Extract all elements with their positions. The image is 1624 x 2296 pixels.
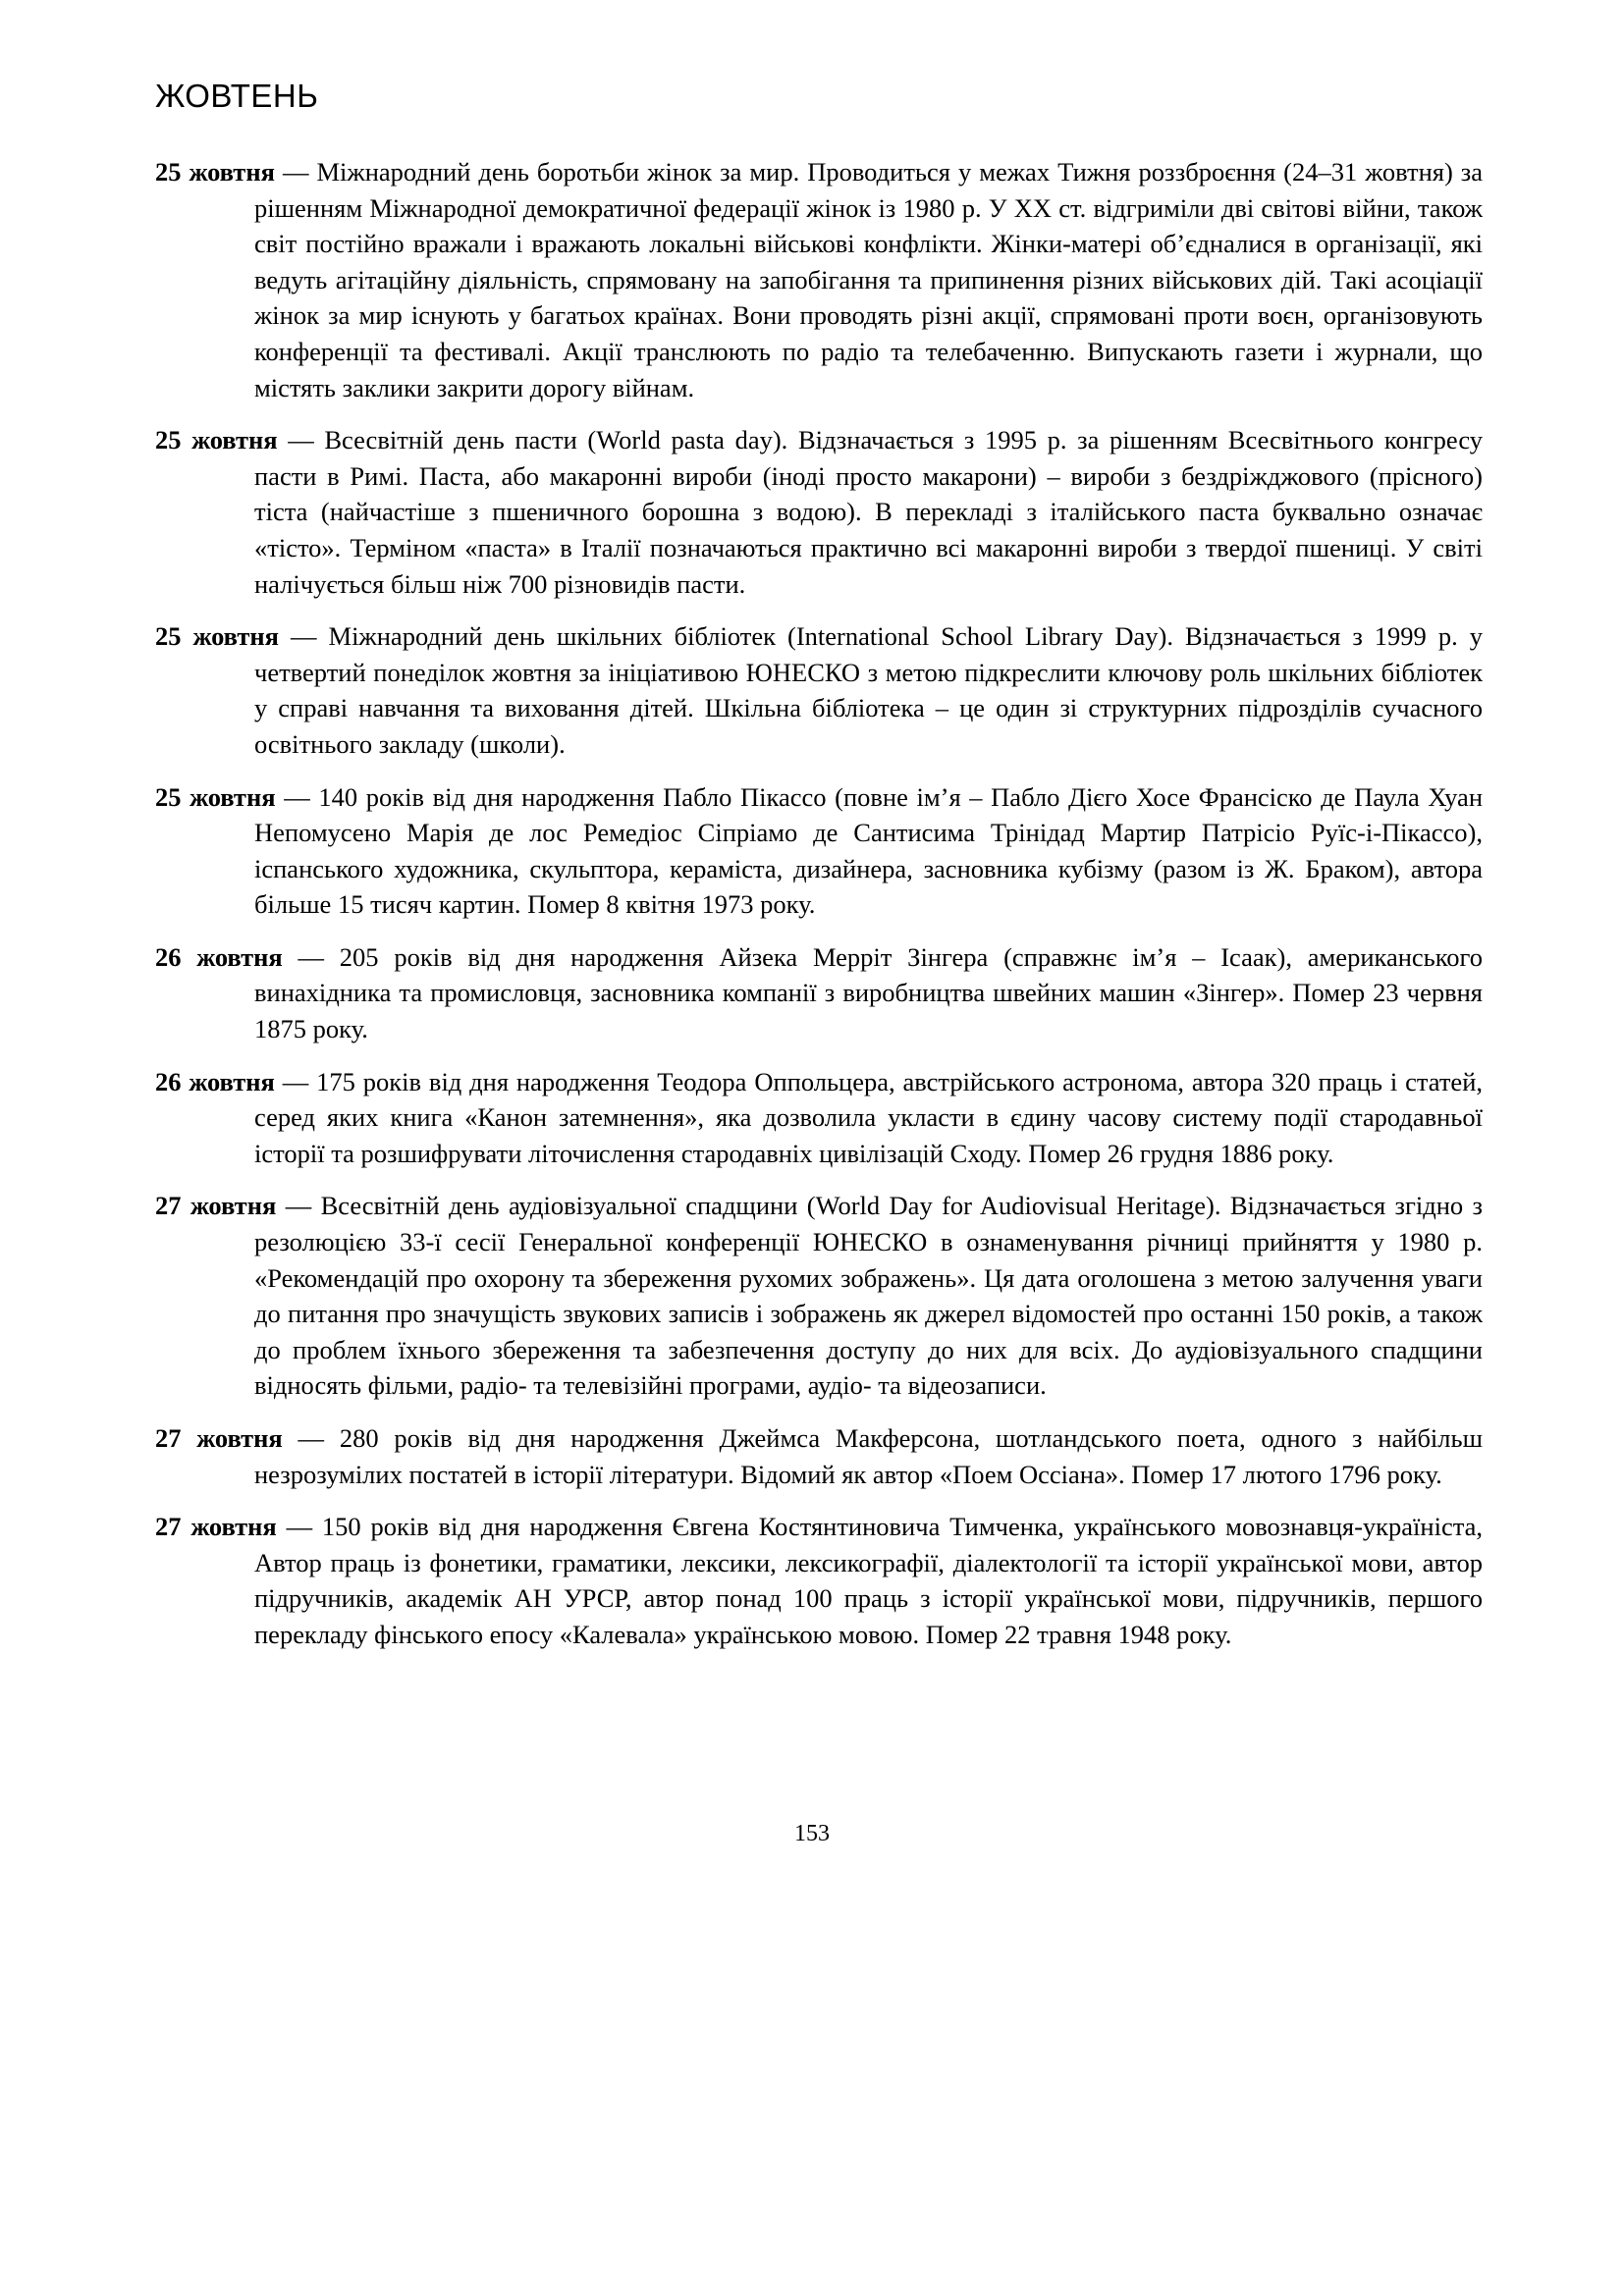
calendar-entry (155, 1509, 1483, 1652)
entry-text: — Міжнародний день боротьби жінок за мир. Проводиться у межах Тижня роззброєння (24–31 жовтня) за рішенням Міжнародної демократичної федерації жінок із 1980 р. У ХХ ст. відгриміли дві світові війни, також світ постійно вражали і вражають локальні військові конфлікти. Жінки-матері об’єдналися в організації, які ведуть агітаційну діяльність, спрямовану на запобігання та припинення різних військових дій. Такі асоціації жінок за мир існують у багатьох країнах. Вони проводять різні акції, спрямовані проти воєн, організовують конференції та фестивалі. Акції транслюють по радіо та телебаченню. Випускають газети і журнали, що містять заклики закрити дорогу війнам. (254, 157, 1484, 402)
entry-date: 25 жовтня (155, 621, 279, 652)
entry-text: — 175 років від дня народження Теодора Оппольцера, австрійського астронома, автора 320 праць і статей, серед яких книга «Канон затемнення», яка дозволила укласти в єдину часову систему події стародавньої історії та розшифрувати літочислення стародавніх цивілізацій Сходу. Помер 26 грудня 1886 року. (254, 1066, 1483, 1168)
calendar-entry (155, 422, 1483, 602)
entry-text: — 205 років від дня народження Айзека Мерріт Зінгера (справжнє ім’я – Ісаак), американського винахідника та промисловця, засновника компанії з виробництва швейних машин «Зінгер». Помер 23 червня 1875 року. (254, 941, 1484, 1044)
entry-date: 26 жовтня (155, 941, 283, 972)
entry-text: — Міжнародний день шкільних бібліотек (International School Library Day). Відзначається з 1999 р. у четвертий понеділок жовтня за ініціативою ЮНЕСКО з метою підкреслити ключову роль шкільних бібліотек у справі навчання та виховання дітей. Шкільна бібліотека – це один зі структурних підрозділів сучасного освітнього закладу (школи). (254, 621, 1483, 759)
entry-date: 27 жовтня (155, 1423, 283, 1453)
entry-text: — 140 років від дня народження Пабло Пікассо (повне ім’я – Пабло Дієго Хосе Франсіско де Паула Хуан Непомусено Марія де лос Ремедіос Сіпріамо де Сантисима Трінідад Мартир Патрісіо Руїс-і-Пікассо), іспанського художника, скульптора, кераміста, дизайнера, засновника кубізму (разом із Ж. Браком), автора більше 15 тисяч картин. Помер 8 квітня 1973 року. (254, 781, 1483, 920)
entry-date: 25 жовтня (155, 781, 276, 812)
entry-text: — Всесвітній день пасти (World pasta day). Відзначається з 1995 р. за рішенням Всесвітнього конгресу пасти в Римі. Паста, або макаронні вироби (іноді просто макарони) – вироби з бездріжджового (прісного) тіста (найчастіше з пшеничного борошна з водою). В перекладі з італійського паста буквально означає «тісто». Терміном «паста» в Італії позначаються практично всі макаронні вироби з твердої пшениці. У світі налічується більш ніж 700 різновидів пасти. (254, 425, 1483, 599)
entry-date: 27 жовтня (155, 1191, 277, 1221)
entry-text: — 150 років від дня народження Євгена Костянтиновича Тимченка, українського мовознавця-україніста, Автор праць із фонетики, граматики, лексики, лексикографії, діалектології та історії української мови, автор підручників, академік АН УРСР, автор понад 100 праць з історії української мови, підручників, першого перекладу фінського епосу «Калевала» українською мовою. Помер 22 травня 1948 року. (254, 1512, 1483, 1649)
calendar-entry (155, 1064, 1483, 1172)
calendar-entry (155, 1420, 1483, 1492)
calendar-entries (155, 154, 1483, 1670)
calendar-entry (155, 779, 1483, 923)
entry-date: 25 жовтня (155, 157, 275, 187)
calendar-entry (155, 1188, 1483, 1404)
entry-text: — Всесвітній день аудіовізуальної спадщини (World Day for Audiovisual Heritage). Відзначається згідно з резолюцією 33-ї сесії Генеральної конференції ЮНЕСКО в ознаменування річниці прийняття у 1980 р. «Рекомендацій про охорону та збереження рухомих зображень». Ця дата оголошена з метою залучення уваги до питання про значущість звукових записів і зображень як джерел відомостей про останні 150 років, а також до проблем їхнього збереження та забезпечення доступу до них для всіх. До аудіовізуального спадщини відносять фільми, радіо- та телевізійні програми, аудіо- та відеозаписи. (254, 1191, 1483, 1401)
entry-date: 27 жовтня (155, 1512, 277, 1542)
entry-text: — 280 років від дня народження Джеймса Макферсона, шотландського поета, одного з найбільш незрозумілих постатей в історії літератури. Відомий як автор «Поем Оссіана». Помер 17 лютого 1796 року. (254, 1423, 1484, 1489)
month-heading: ЖОВТЕНЬ (155, 78, 319, 114)
calendar-entry (155, 939, 1483, 1047)
calendar-entry (155, 154, 1483, 405)
calendar-entry (155, 618, 1483, 762)
page-number: 153 (794, 1821, 830, 1846)
entry-date: 26 жовтня (155, 1066, 275, 1096)
entry-date: 25 жовтня (155, 425, 278, 455)
